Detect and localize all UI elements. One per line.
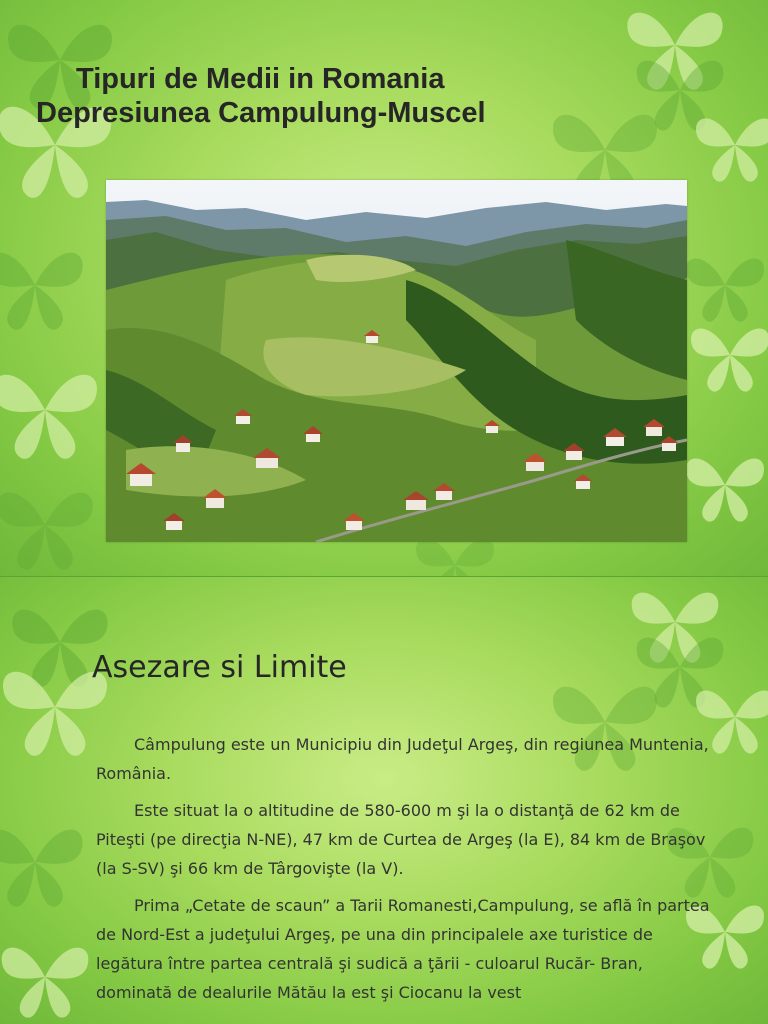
slide-title <box>36 62 596 130</box>
butterfly-icon <box>685 310 768 400</box>
title-line-1: Tipuri de Medii in Romania <box>76 63 445 95</box>
section-heading: Asezare si Limite <box>92 650 347 685</box>
slide-2 <box>0 577 768 1024</box>
paragraph: Este situat la o altitudine de 580-600 m şi la o distanţă de 62 km de Piteşti (pe direcţia N-NE), 47 km de Curtea de Argeş (la E), 84 km de Braşov (la S-SV) şi 66 km de Târgovişte (la V). <box>96 801 706 878</box>
butterfly-icon <box>0 927 105 1024</box>
butterfly-icon <box>0 807 90 917</box>
butterfly-icon <box>680 440 768 530</box>
body-text <box>96 730 716 1015</box>
landscape-photo <box>106 180 687 542</box>
butterfly-icon <box>0 470 100 576</box>
paragraph: Prima „Cetate de scaun” a Tarii Romanesti,Campulung, se află în partea de Nord-Est a judeţului Argeş, pe una din principalele axe turistice de legătura între partea centrală şi sudică a ţării - culoarul Rucăr- Bran, dominată de dealurile Mătău la est şi Ciocanu la vest <box>96 896 710 1002</box>
paragraph: Câmpulung este un Municipiu din Judeţul Argeş, din regiunea Muntenia, România. <box>96 735 709 783</box>
butterfly-icon <box>0 350 105 470</box>
title-line-2: Depresiunea Campulung-Muscel <box>36 97 486 129</box>
butterfly-icon <box>690 100 768 190</box>
butterfly-icon <box>0 230 90 340</box>
